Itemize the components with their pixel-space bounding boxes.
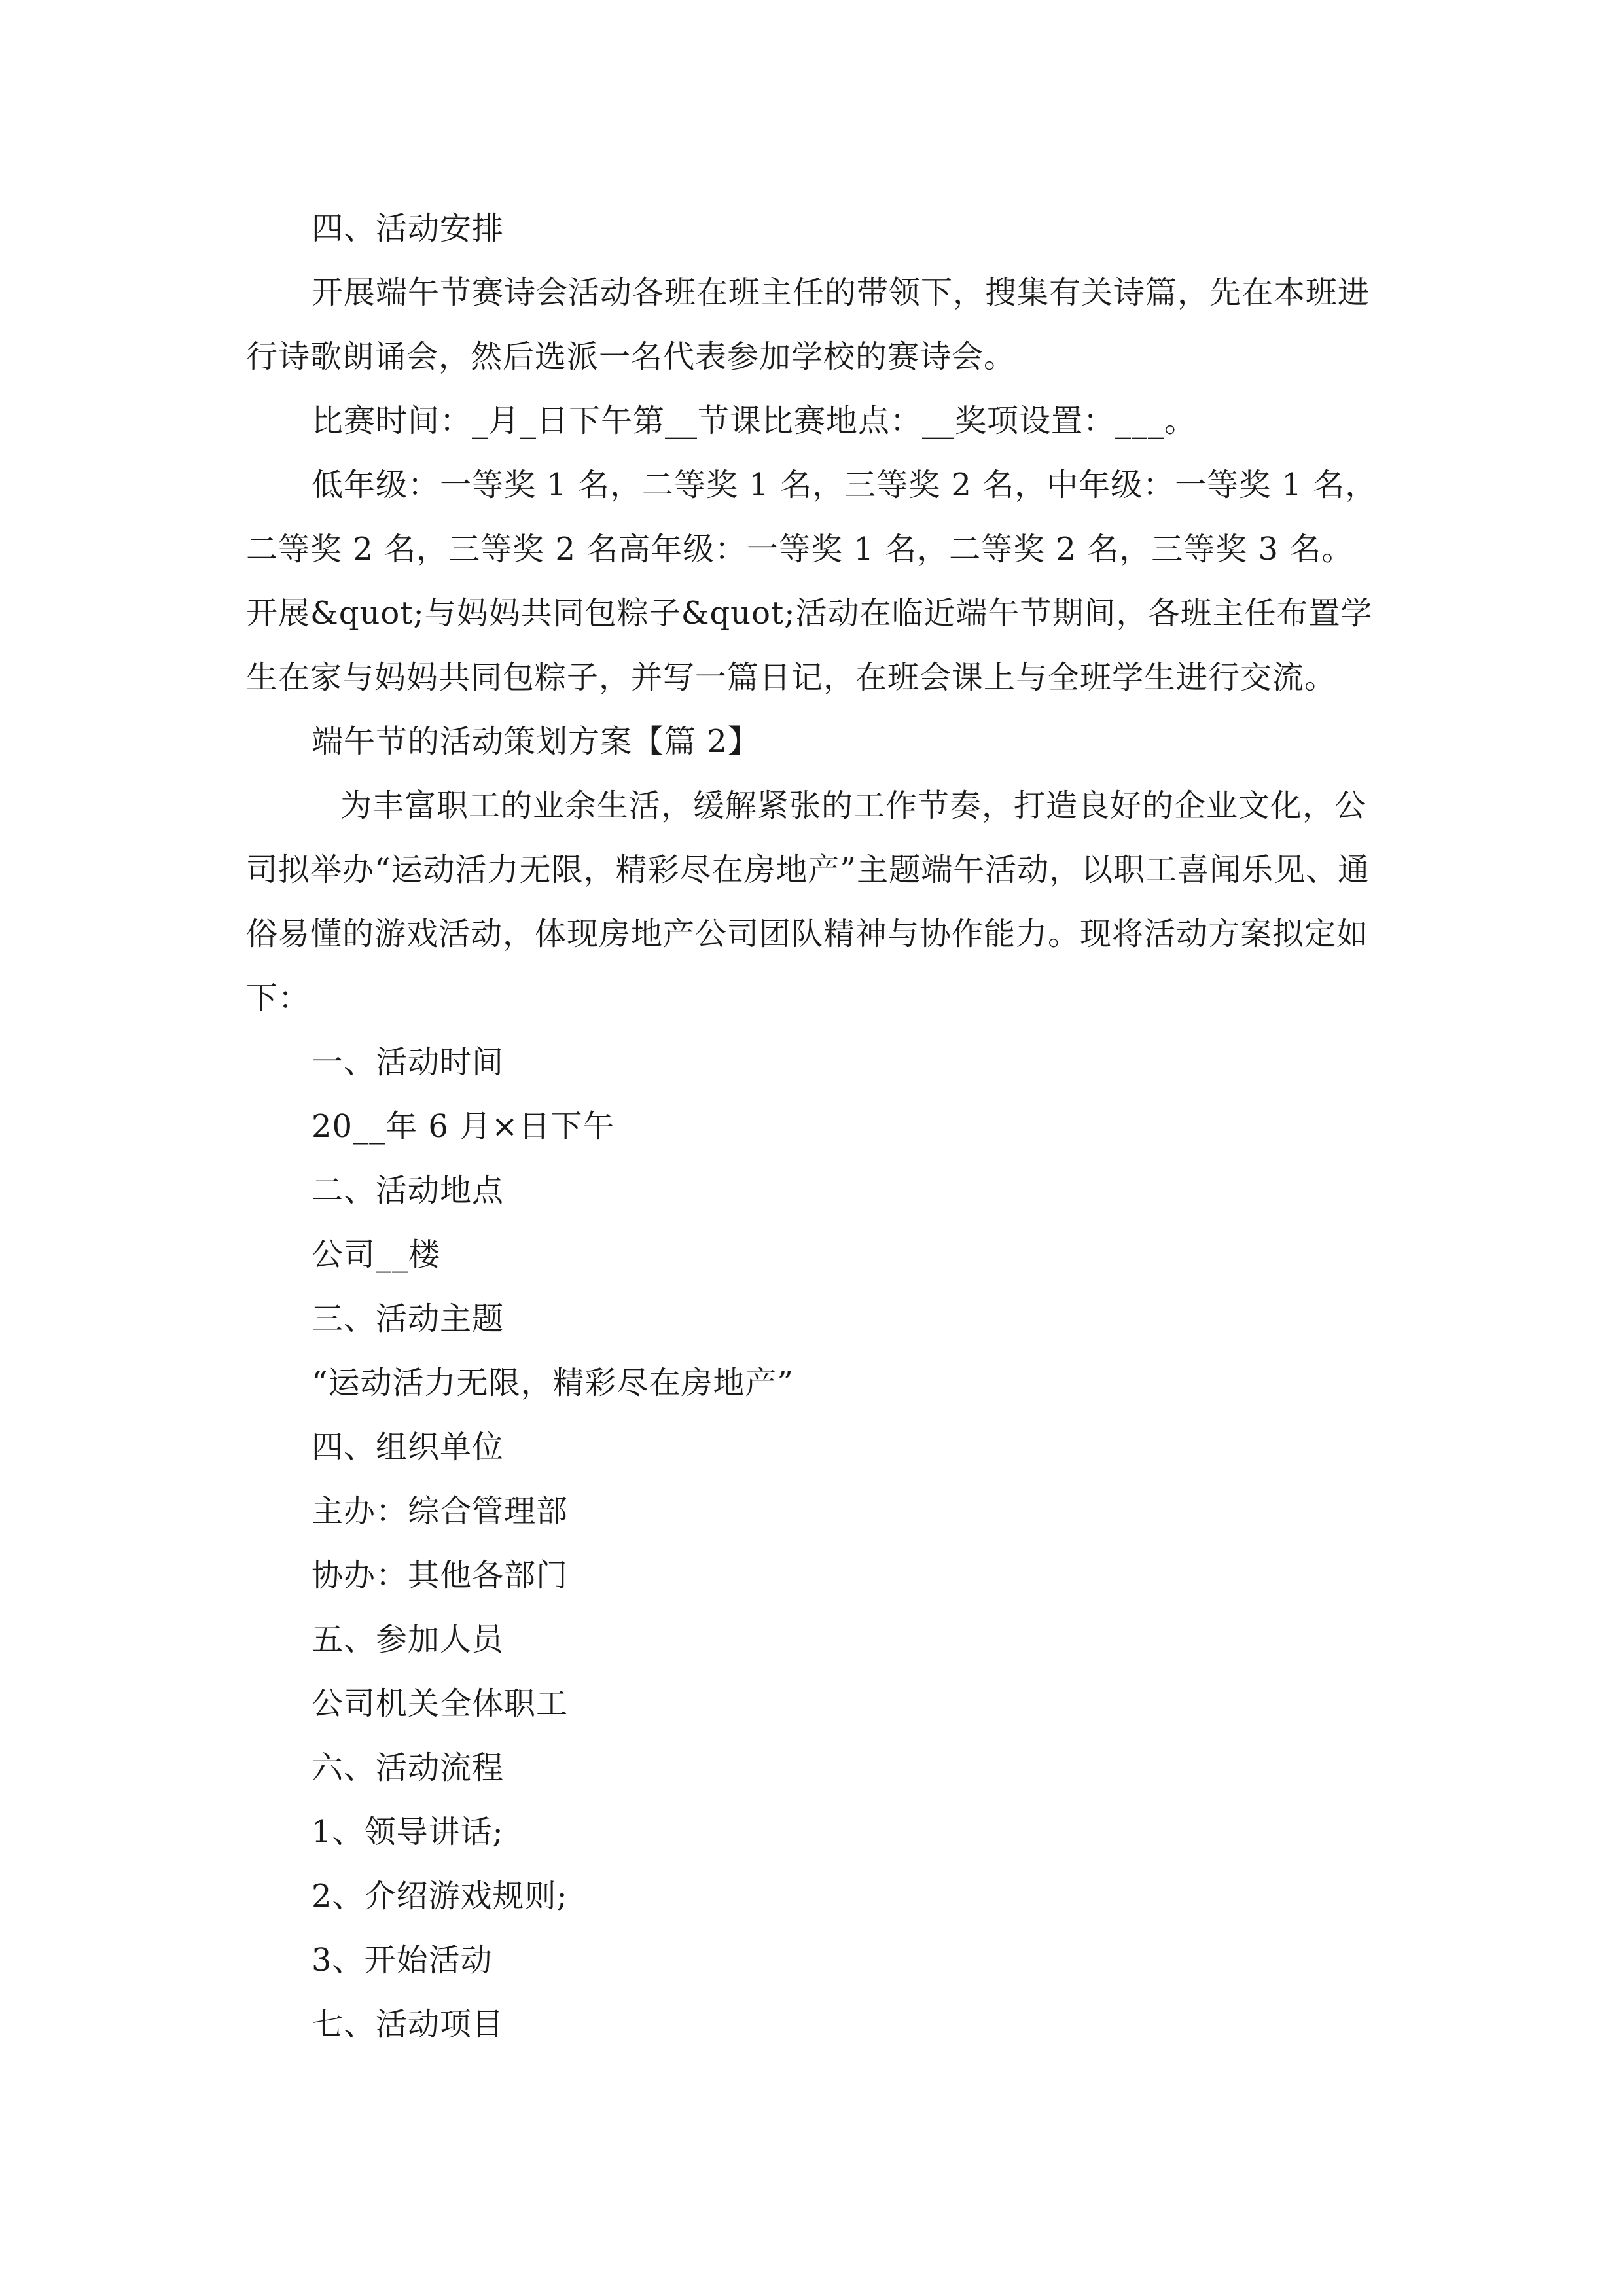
section-heading-organizers: 四、组织单位 xyxy=(312,1429,505,1465)
process-step-1: 1、领导讲话; xyxy=(312,1814,504,1850)
paragraph-contest-time: 比赛时间：_月_日下午第__节课比赛地点：__奖项设置：___。 xyxy=(312,403,1197,439)
organizer-host: 主办：综合管理部 xyxy=(312,1493,569,1530)
section-heading-items: 七、活动项目 xyxy=(312,2006,505,2043)
organizer-assist: 协办：其他各部门 xyxy=(312,1557,569,1594)
paragraph-poetry-contest: 开展端午节赛诗会活动各班在班主任的带领下，搜集有关诗篇，先在本班进行诗歌朗诵会，然后选派一名代表参加学校的赛诗会。 xyxy=(246,274,1370,375)
activity-location-value: 公司__楼 xyxy=(312,1236,441,1273)
paragraph-awards-zongzi: 低年级：一等奖 1 名，二等奖 1 名，三等奖 2 名，中年级：一等奖 1 名，二等奖 2 名，三等奖 2 名高年级：一等奖 1 名，二等奖 2 名，三等奖 3 名。开展&quot;与妈妈共同包粽子&quot;活动在临近端午节期间，各班主任布置学生在家与妈妈共同包粽子，并写一篇日记，在班会课上与全班学生进行交流。 xyxy=(246,467,1378,696)
section-heading-time: 一、活动时间 xyxy=(312,1044,505,1081)
section-heading-process: 六、活动流程 xyxy=(312,1749,505,1786)
section-heading-location: 二、活动地点 xyxy=(312,1172,505,1209)
activity-theme-value: “运动活力无限，精彩尽在房地产” xyxy=(312,1365,794,1401)
process-step-2: 2、介绍游戏规则; xyxy=(312,1878,568,1914)
process-step-3: 3、开始活动 xyxy=(312,1942,493,1979)
activity-time-value: 20__年 6 月×日下午 xyxy=(312,1108,615,1145)
paragraph-introduction: 为丰富职工的业余生活，缓解紧张的工作节奏，打造良好的企业文化，公司拟举办“运动活力无限，精彩尽在房地产”主题端午活动，以职工喜闻乐见、通俗易懂的游戏活动，体现房地产公司团队精神与协作能力。现将活动方案拟定如下： xyxy=(246,787,1370,1016)
section-heading-activity-arrangement: 四、活动安排 xyxy=(312,210,505,247)
section-heading-theme: 三、活动主题 xyxy=(312,1300,505,1337)
section-heading-participants: 五、参加人员 xyxy=(312,1621,505,1658)
participants-value: 公司机关全体职工 xyxy=(312,1685,569,1722)
part-2-title: 端午节的活动策划方案【篇 2】 xyxy=(312,723,760,760)
